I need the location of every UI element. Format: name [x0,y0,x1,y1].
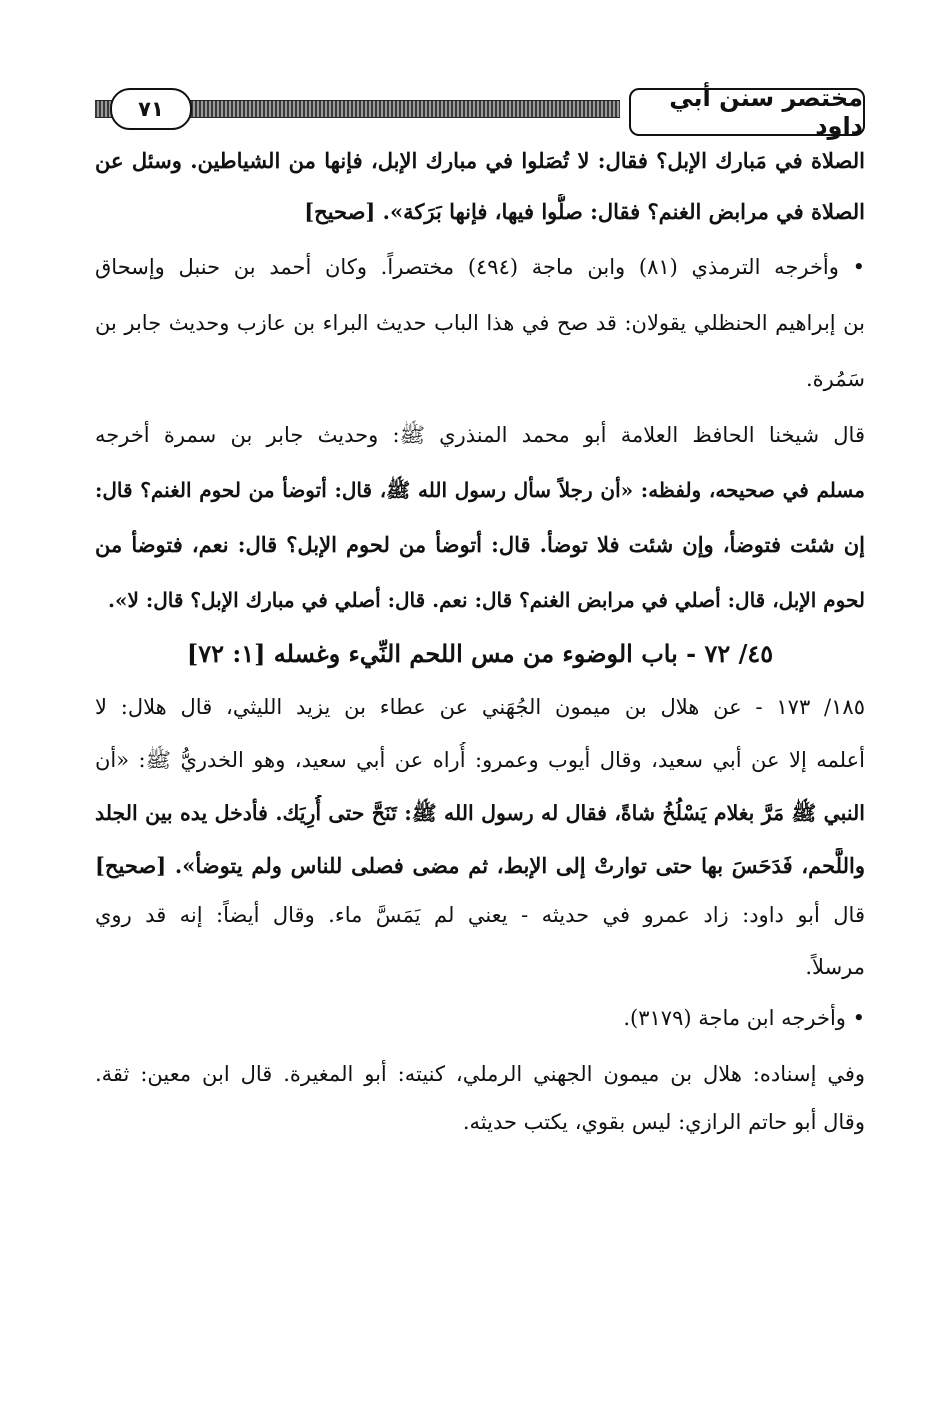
takhrij-line: سَمُرة. [805,367,865,391]
takhrij-line: • وأخرجه الترمذي (٨١) وابن ماجة (٤٩٤) مختصراً. وكان أحمد بن حنبل وإسحاق [95,255,865,279]
text-line: الصلاة في مَبارك الإبل؟ فقال: لا تُصَلوا في مبارك الإبل، فإنها من الشياطين. وسئل عن [95,148,865,173]
page-body [95,143,865,1140]
hadith-line: أعلمه إلا عن أبي سعيد، وقال أيوب وعمرو: أُراه عن أبي سعيد، وهو الخدريُّ ﷺ: «أن [95,748,865,772]
book-title: مختصر سنن أبي داود [629,88,865,136]
note-line: مرسلاً. [805,955,865,979]
takhrij-line: بن إبراهيم الحنظلي يقولان: قد صح في هذا الباب حديث البراء بن عازب وحديث جابر بن [95,311,865,335]
note-line: قال أبو داود: زاد عمرو في حديثه - يعني لم يَمَسَّ ماء. وقال أيضاً: إنه قد روي [95,903,865,927]
takhrij-line: • وأخرجه ابن ماجة (٣١٧٩). [623,1006,865,1030]
commentary-line: قال شيخنا الحافظ العلامة أبو محمد المنذري ﷺ: وحديث جابر بن سمرة أخرجه [95,423,865,447]
page-number: ٧١ [110,88,192,130]
commentary-line: إن شئت فتوضأ، وإن شئت فلا توضأ. قال: أتوضأ من لحوم الإبل؟ قال: نعم، فتوضأ من [95,532,865,557]
isnad-line: وفي إسناده: هلال بن ميمون الجهني الرملي، كنيته: أبو المغيرة. قال ابن معين: ثقة. [95,1062,865,1086]
chapter-heading: ٤٥/ ٧٢ - باب الوضوء من مس اللحم النِّيء وغسله [١: ٧٢] [186,639,774,668]
hadith-line: واللَّحم، فَدَحَسَ بها حتى توارتْ إلى الإبط، ثم مضى فصلى للناس ولم يتوضأ». [صحيح] [95,853,865,878]
isnad-line: وقال أبو حاتم الرازي: ليس بقوي، يكتب حديثه. [462,1110,865,1134]
page-header [95,84,865,140]
hadith-line: النبي ﷺ مَرَّ بغلام يَسْلُخُ شاةً، فقال له رسول الله ﷺ: تَنَحَّ حتى أُرِيَك. فأدخل يده بين الجلد [95,801,865,825]
commentary-line: لحوم الإبل، قال: أصلي في مرابض الغنم؟ قال: نعم. قال: أصلي في مبارك الإبل؟ قال: لا». [108,588,865,612]
commentary-line: مسلم في صحيحه، ولفظه: «أن رجلاً سأل رسول الله ﷺ، قال: أتوضأ من لحوم الغنم؟ قال: [95,478,865,502]
text-line: الصلاة في مرابض الغنم؟ فقال: صلُّوا فيها، فإنها بَرَكة». [صحيح] [304,199,865,224]
hadith-line: ١٨٥/ ١٧٣ - عن هلال بن ميمون الجُهَني عن عطاء بن يزيد الليثي، قال هلال: لا [95,695,865,719]
